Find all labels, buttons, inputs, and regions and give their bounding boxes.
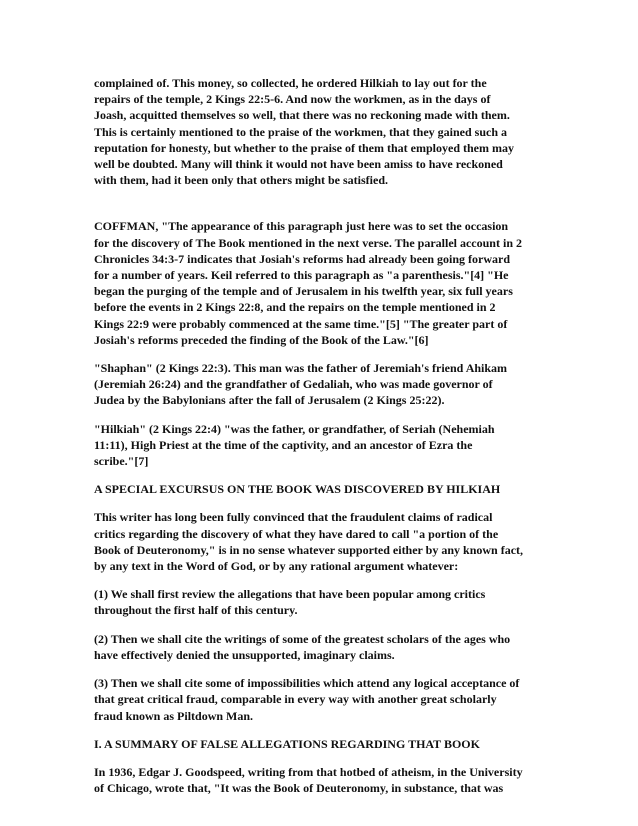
text-line: began the purging of the temple and of Jerusalem in his twelfth year, six full years [94,284,513,299]
text-line: Chronicles 34:3-7 indicates that Josiah's reforms had already been going forward [94,251,510,266]
text-line: "Shaphan" (2 Kings 22:3). This man was the father of Jeremiah's friend Ahikam [94,361,508,376]
text-line: well be doubted. Many will think it would not have been amiss to have reckoned [94,157,503,172]
text-line: reputation for honesty, but whether to the praise of them that employed them may [94,140,514,155]
text-line: of Chicago, wrote that, "It was the Book of Deuteronomy, in substance, that was [94,781,504,796]
text-line: This is certainly mentioned to the praise of the workmen, that they gained such a [94,124,507,139]
text-line: by any text in the Word of God, or by any rational argument whatever: [94,559,459,574]
text-line: (2) Then we shall cite the writings of some of the greatest scholars of the ages who [94,631,511,646]
text-line: 11:11), High Priest at the time of the captivity, and an ancestor of Ezra the [94,437,473,452]
text-line: for a number of years. Keil referred to this paragraph as "a parenthesis."[4] "He [94,268,509,283]
paragraph-hilkiah-repairs [94,75,546,188]
text-line: A SPECIAL EXCURSUS ON THE BOOK WAS DISCOVERED BY HILKIAH [94,482,501,497]
text-line: "Hilkiah" (2 Kings 22:4) "was the father, or grandfather, of Seriah (Nehemiah [94,421,495,436]
text-line: Joash, acquitted themselves so well, that there was no reckoning made with them. [94,108,510,123]
text-line: for the discovery of The Book mentioned in the next verse. The parallel account in 2 [94,235,522,250]
text-line: (3) Then we shall cite some of impossibilities which attend any logical acceptance of [94,676,520,691]
text-line: I. A SUMMARY OF FALSE ALLEGATIONS REGARDING THAT BOOK [94,736,480,751]
text-line: (Jeremiah 26:24) and the grandfather of Gedaliah, who was made governor of [94,377,493,392]
document-page [94,75,546,808]
text-line: have effectively denied the unsupported, imaginary claims. [94,647,395,662]
heading-summary-false-allegations [94,736,546,752]
text-line: In 1936, Edgar J. Goodspeed, writing from that hotbed of atheism, in the University [94,764,523,779]
text-line: throughout the first half of this century. [94,603,298,618]
text-line: with them, had it been only that others might be satisfied. [94,173,389,188]
paragraph-point-2 [94,631,546,663]
text-line: that great critical fraud, comparable in every way with another great scholarly [94,692,497,707]
paragraph-goodspeed [94,764,546,796]
text-line: repairs of the temple, 2 Kings 22:5-6. And now the workmen, as in the days of [94,92,491,107]
text-line: critics regarding the discovery of what they have dared to call "a portion of the [94,526,499,541]
text-line: Josiah's reforms preceded the finding of the Book of the Law."[6] [94,332,429,347]
text-line: Kings 22:9 were probably commenced at the same time."[5] "The greater part of [94,316,508,331]
paragraph-coffman [94,218,546,348]
paragraph-writer-conviction [94,509,546,574]
text-line: before the events in 2 Kings 22:8, and the repairs on the temple mentioned in 2 [94,300,496,315]
text-line: This writer has long been fully convinced that the fraudulent claims of radical [94,510,493,525]
text-line: Judea by the Babylonians after the fall of Jerusalem (2 Kings 25:22). [94,393,445,408]
paragraph-hilkiah [94,421,546,470]
text-line: scribe."[7] [94,454,149,469]
text-line: (1) We shall first review the allegations that have been popular among critics [94,587,486,602]
text-line: complained of. This money, so collected, he ordered Hilkiah to lay out for the [94,76,487,90]
paragraph-shaphan [94,360,546,409]
text-line: COFFMAN, "The appearance of this paragraph just here was to set the occasion [94,219,509,234]
text-line: fraud known as Piltdown Man. [94,708,254,723]
heading-special-excursus [94,481,546,497]
paragraph-point-1 [94,586,546,618]
paragraph-point-3 [94,675,546,724]
text-line: Book of Deuteronomy," is in no sense whatever supported either by any known fact, [94,542,524,557]
